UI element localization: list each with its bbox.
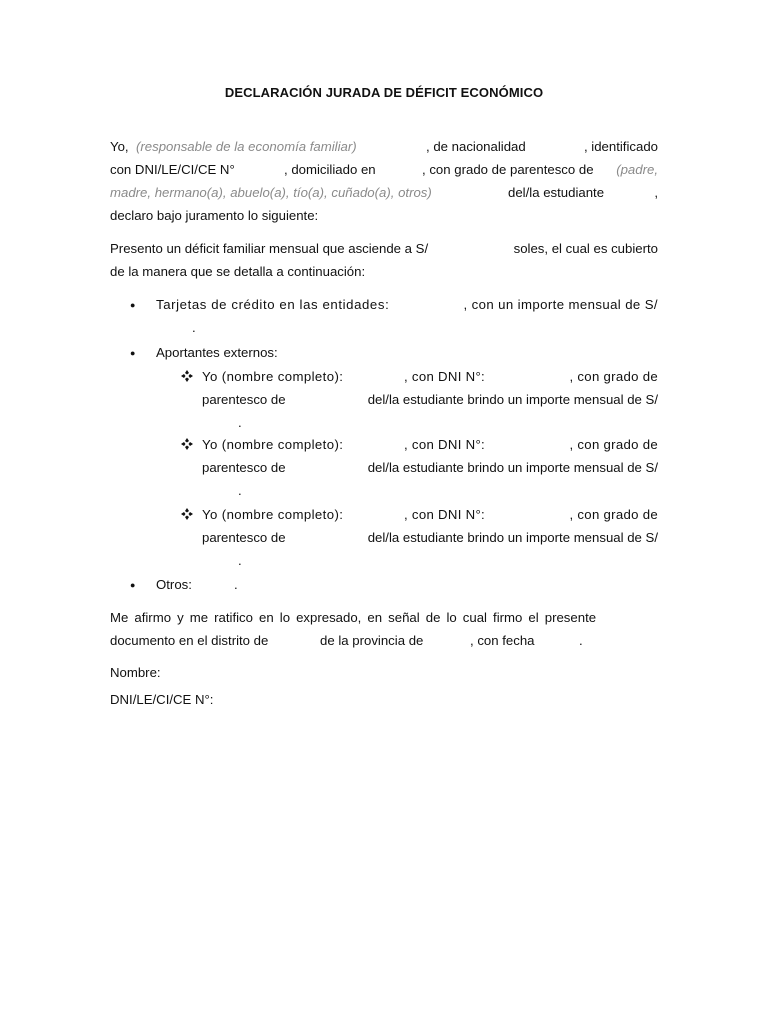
tarjetas-label: Tarjetas de crédito en las entidades: (156, 297, 390, 312)
aportante-2-parentesco: parentesco de (202, 460, 286, 475)
p1-identificado: , identificado (583, 139, 658, 154)
p1-parentesco-placeholder-rest: madre, hermano(a), abuelo(a), tío(a), cuñado(a), otros) (110, 185, 432, 200)
p1-parentesco-placeholder-start: (padre, (616, 162, 658, 177)
aportante-1-dni: , con DNI N°: (404, 369, 485, 384)
document-title: DECLARACIÓN JURADA DE DÉFICIT ECONÓMICO (224, 85, 544, 100)
p3-fecha: , con fecha (470, 633, 535, 648)
diamond-bullet-icon (180, 437, 194, 451)
p1-line-4: declaro bajo juramento lo siguiente: (110, 208, 319, 223)
p1-estudiante: del/la estudiante (508, 185, 605, 200)
p3-afirmo: Me afirmo y me ratifico en lo expresado, en señal de lo cual firmo el presente (110, 610, 597, 625)
p2-deficit: Presento un déficit familiar mensual que asciende a S/ (110, 241, 429, 256)
aportante-1-nombre: Yo (nombre completo): (202, 369, 344, 384)
p1-yo: Yo, (110, 139, 129, 154)
p2-soles: soles, el cual es cubierto (513, 241, 658, 256)
aportante-2-nombre: Yo (nombre completo): (202, 437, 344, 452)
p1-responsable-placeholder: (responsable de la economía familiar) (136, 139, 357, 154)
p3-period: . (579, 633, 583, 648)
aportante-2-importe: del/la estudiante brindo un importe mensual de S/ (367, 460, 658, 475)
aportante-2-grado: , con grado de (569, 437, 658, 452)
aportante-1-parentesco: parentesco de (202, 392, 286, 407)
tarjetas-period: . (192, 320, 196, 335)
diamond-bullet-icon (180, 507, 194, 521)
aportantes-label: Aportantes externos: (156, 345, 278, 360)
bullet-dot-icon: ● (130, 580, 136, 590)
p1-nacionalidad: , de nacionalidad (426, 139, 526, 154)
p3-distrito: documento en el distrito de (110, 633, 269, 648)
aportante-2-dni: , con DNI N°: (404, 437, 485, 452)
p1-comma: , (654, 185, 658, 200)
aportante-1-period: . (238, 415, 242, 430)
tarjetas-importe: , con un importe mensual de S/ (463, 297, 658, 312)
aportante-3-period: . (238, 553, 242, 568)
p1-domiciliado: , domiciliado en (284, 162, 376, 177)
diamond-bullet-icon (180, 369, 194, 383)
aportante-2-period: . (238, 483, 242, 498)
aportante-3-nombre: Yo (nombre completo): (202, 507, 344, 522)
aportante-3-parentesco: parentesco de (202, 530, 286, 545)
p2-line-2: de la manera que se detalla a continuación: (110, 264, 366, 279)
aportante-3-importe: del/la estudiante brindo un importe mensual de S/ (367, 530, 658, 545)
dni-label: DNI/LE/CI/CE N°: (110, 692, 214, 707)
aportante-3-dni: , con DNI N°: (404, 507, 485, 522)
p1-parentesco: , con grado de parentesco de (422, 162, 594, 177)
bullet-dot-icon: ● (130, 348, 136, 358)
aportante-1-grado: , con grado de (569, 369, 658, 384)
aportante-3-grado: , con grado de (569, 507, 658, 522)
otros-period: . (234, 577, 238, 592)
otros-label: Otros: (156, 577, 192, 592)
p3-provincia: de la provincia de (320, 633, 424, 648)
nombre-label: Nombre: (110, 665, 161, 680)
bullet-dot-icon: ● (130, 300, 136, 310)
p1-dni-label: con DNI/LE/CI/CE N° (110, 162, 235, 177)
aportante-1-importe: del/la estudiante brindo un importe mensual de S/ (367, 392, 658, 407)
